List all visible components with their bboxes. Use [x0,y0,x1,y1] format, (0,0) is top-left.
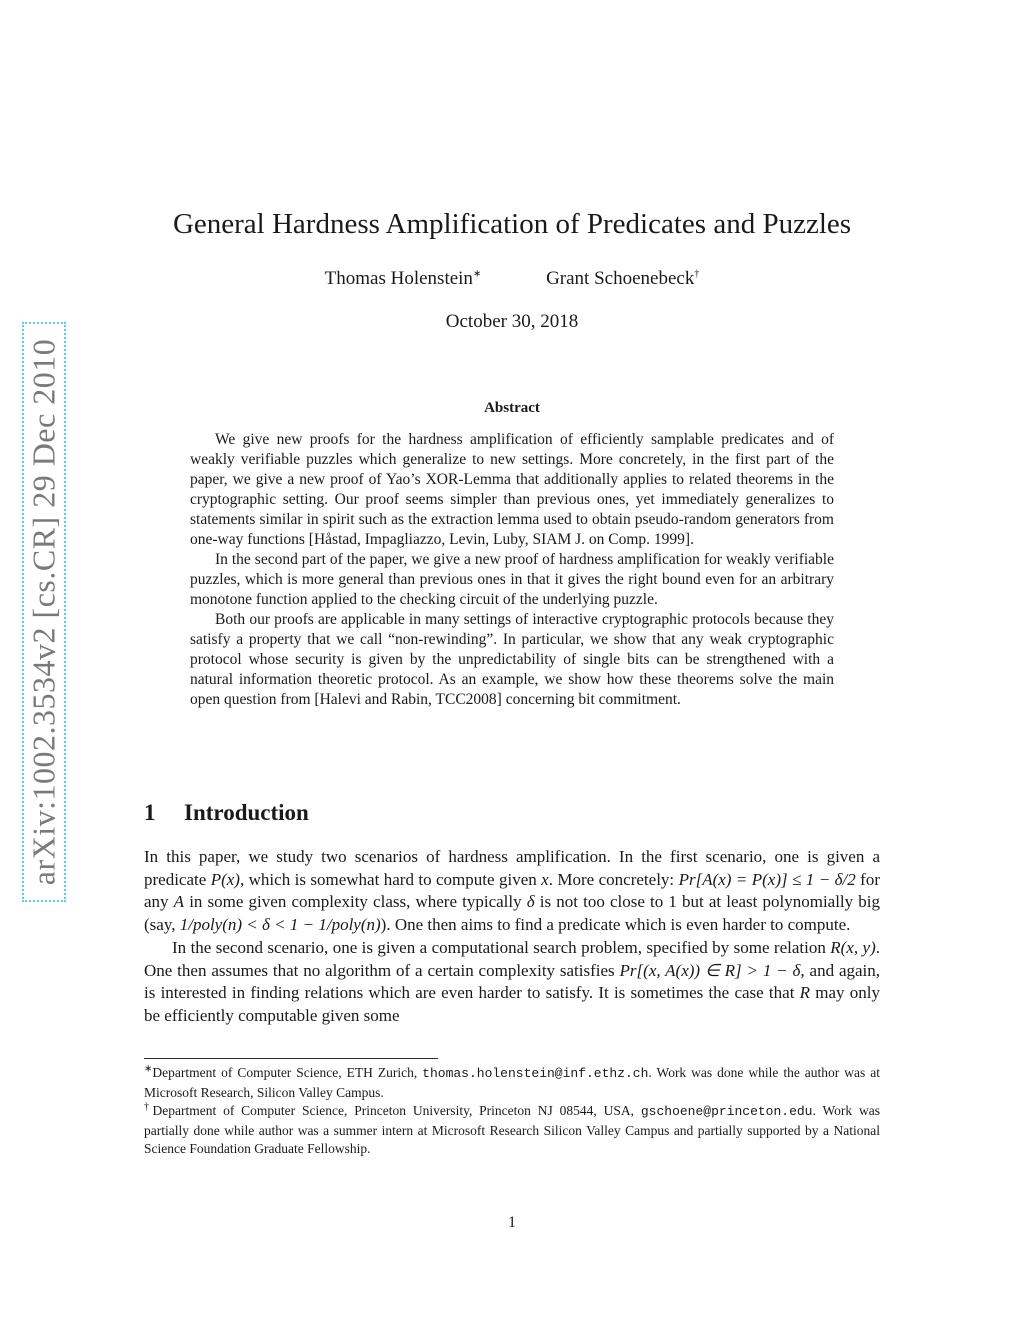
abstract-body [190,430,834,710]
text-run: in some given complexity class, where typically [184,892,527,912]
footnote-text: Department of Computer Science, ETH Zurich, [152,1065,423,1080]
math-inline: A [173,892,185,912]
footnotes [144,1064,880,1159]
arxiv-id-text: arXiv:1002.3534v2 [cs.CR] 29 Dec 2010 [25,338,62,886]
math-inline: R(x, y) [830,937,876,957]
footnote-2 [144,1102,880,1159]
footnote-1 [144,1064,880,1102]
section-title: Introduction [184,800,309,825]
text-run: is not too close to 1 but at least polynomially big (say, [144,892,881,935]
text-run: , and again, is interested in finding relations which are even harder to satisfy. It is sometimes the case that [144,960,881,1003]
footnote-1-mark: ∗ [144,1063,153,1075]
intro-paragraph-1 [144,846,880,937]
author-2 [546,268,699,290]
text-run: for any [144,869,880,912]
footnote-divider [144,1058,438,1059]
footnote-1-email: thomas.holenstein@inf.ethz.ch [422,1066,649,1081]
page-number: 1 [508,1214,516,1231]
footnote-text: . Work was partially done while author was a summer intern at Microsoft Research Silicon Valley Campus and partially supported by a National Science Foundation Graduate Fellowship. [144,1103,880,1156]
author-1-name: Thomas Holenstein [324,268,473,289]
math-inline: 1/poly(n) < δ < 1 − 1/poly(n) [179,915,381,935]
math-inline: P(x) [210,869,240,889]
introduction-body [144,846,880,1028]
intro-paragraph-2 [144,937,880,1028]
abstract-paragraph-3: Both our proofs are applicable in many settings of interactive cryptographic protocols because they satisfy a property that we call “non-rewinding”. In particular, we show that any weak cryptographic protocol whose security is given by the unpredictability of single bits can be strengthened with a natural information theoretic protocol. As an example, we show how these theorems solve the main open question from [Halevi and Rabin, TCC2008] concerning bit commitment. [190,611,834,708]
text-run: . More concretely: [548,869,679,889]
footnote-2-mark: † [144,1101,153,1113]
footnote-text: . Work was done while the author was at Microsoft Research, Silicon Valley Campus. [144,1065,880,1100]
author-2-footnote-mark: † [694,268,700,280]
author-1 [325,268,482,290]
math-inline: δ [526,892,535,912]
abstract-paragraph-2: In the second part of the paper, we give a new proof of hardness amplification for weakly verifiable puzzles, which is more general than previous ones in that it gives the right bound even for an arbitrary monotone function applied to the checking circuit of the underlying puzzle. [190,551,834,608]
math-inline: R [799,983,811,1003]
author-list [0,268,1024,290]
text-run: ). One then aims to find a predicate which is even harder to compute. [380,915,851,935]
author-2-name: Grant Schoenebeck [546,268,695,289]
text-run: In this paper, we study two scenarios of hardness amplification. In the first scenario, one is given a predicate [144,847,880,889]
text-run: In the second scenario, one is given a computational search problem, specified by some relation [172,937,831,957]
section-number: 1 [144,800,156,825]
math-inline: Pr[(x, A(x)) ∈ R] > 1 − δ [619,960,801,980]
paper-title: General Hardness Amplification of Predicates and Puzzles [172,208,852,240]
math-inline: x [541,869,549,889]
section-heading-introduction [144,800,309,826]
footnote-text: Department of Computer Science, Princeton University, Princeton NJ 08544, USA, [152,1103,641,1118]
abstract-heading: Abstract [484,400,540,416]
author-1-footnote-mark: ∗ [472,268,482,280]
text-run: may only be efficiently computable given some [144,983,880,1025]
paper-date: October 30, 2018 [445,311,579,332]
footnote-2-email: gschoene@princeton.edu [640,1104,813,1119]
text-run: . One then assumes that no algorithm of a certain complexity satisfies [144,937,880,980]
math-inline: Pr[A(x) = P(x)] ≤ 1 − δ/2 [678,869,856,889]
abstract-paragraph-1: We give new proofs for the hardness amplification of efficiently samplable predicates and of weakly verifiable puzzles which generalize to new settings. More concretely, in the first part of the paper, we give a new proof of Yao’s XOR-Lemma that additionally applies to related theorems in the cryptographic setting. Our proof seems simpler than previous ones, yet immediately generalizes to statements similar in spirit such as the extraction lemma used to obtain pseudo-random generators from one-way functions [Håstad, Impagliazzo, Levin, Luby, SIAM J. on Comp. 1999]. [190,431,834,548]
text-run: , which is somewhat hard to compute given [239,869,542,889]
